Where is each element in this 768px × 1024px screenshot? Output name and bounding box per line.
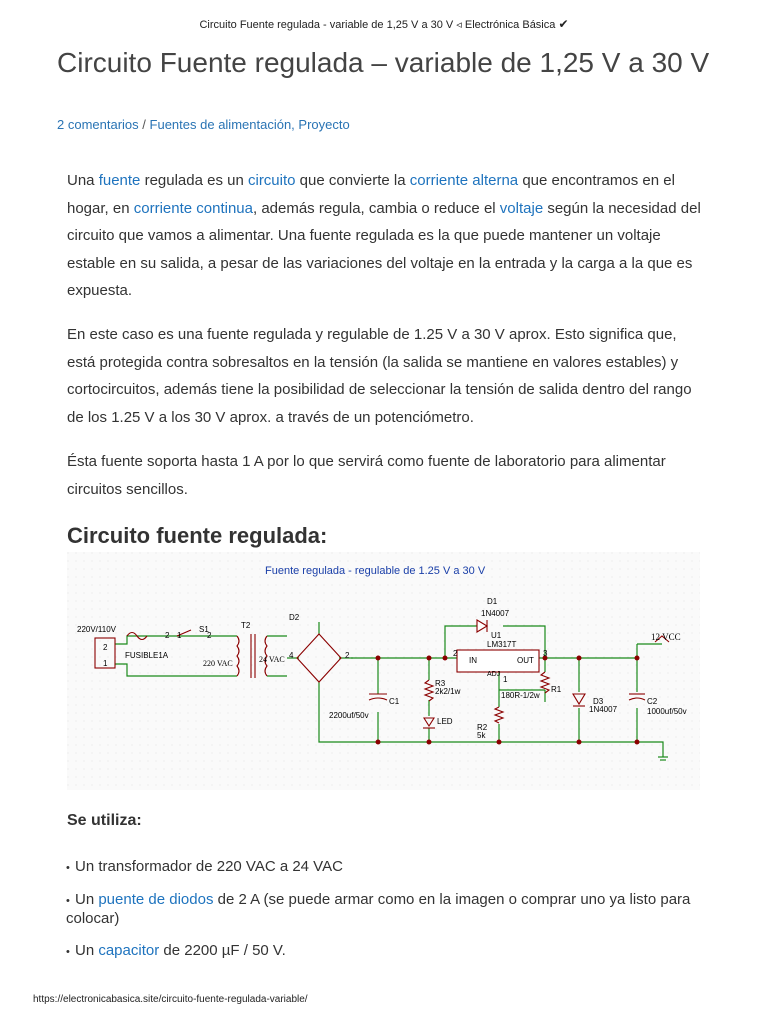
list-text: Un	[75, 942, 99, 959]
led-label: LED	[437, 717, 453, 726]
link-capacitor[interactable]: capacitor	[98, 942, 160, 959]
comments-link[interactable]: 2 comentarios	[57, 117, 139, 132]
category-link-power[interactable]: Fuentes de alimentación,	[149, 117, 295, 132]
footer-url: https://electronicabasica.site/circuito-fuente-regulada-variable/	[33, 994, 308, 1005]
node-2b: 2	[207, 631, 212, 640]
text-run: que encontramos en el hogar, en	[67, 172, 675, 217]
r2-value: 5k	[477, 731, 486, 740]
bullet-icon: •	[66, 946, 70, 958]
list-text: Un	[75, 891, 99, 908]
list-text: de 2 A (se puede armar como en la imagen o comprar uno ya listo para colocar)	[66, 891, 691, 927]
print-header-text: Circuito Fuente regulada - variable de 1,25 V a 30 V ◃ Electrónica Básica	[199, 19, 556, 31]
r2-label: R2	[477, 723, 488, 732]
c2-value: 1000uf/50v	[647, 707, 687, 716]
list-item-capacitor	[66, 942, 706, 961]
u1-label: U1	[491, 631, 502, 640]
schematic-title: Fuente regulada - regulable de 1.25 V a 30 V	[265, 565, 486, 577]
fuse-label: FUSIBLE1A	[125, 651, 169, 660]
link-circuito[interactable]: circuito	[247, 172, 296, 189]
d1-label: D1	[487, 597, 498, 606]
section-heading: Circuito fuente regulada:	[67, 523, 328, 548]
r1-label: R1	[551, 685, 562, 694]
mains-label: 220V/110V	[77, 625, 116, 634]
link-puente-de-diodos[interactable]: puente de diodos	[98, 891, 214, 908]
checkmark-icon: ✔	[558, 17, 569, 31]
list-text: Un transformador de 220 VAC a 24 VAC	[75, 858, 343, 875]
post-meta	[57, 117, 350, 132]
r3-label: R3	[435, 679, 446, 688]
list-item-transformer	[66, 858, 706, 877]
adj-pin: ADJ	[487, 671, 501, 678]
s1-label: S1	[199, 625, 209, 634]
text-run: según la necesidad del circuito que vamos a alimentar. Una fuente regulada es la que puede mantener un voltaje estable en su salida, a pesar de las variaciones del voltaje en la entrada y la carga a la que es expuesta.	[67, 199, 701, 299]
out-pin: OUT	[517, 656, 534, 665]
bullet-icon: •	[66, 862, 70, 874]
category-link-project[interactable]: Proyecto	[298, 117, 350, 132]
t2-label: T2	[241, 621, 251, 630]
d2-label: D2	[289, 613, 300, 622]
vac220-label: 220 VAC	[203, 659, 233, 668]
u1-value: LM317T	[487, 640, 517, 649]
uses-heading: Se utiliza:	[67, 812, 142, 829]
link-corriente-continua[interactable]: corriente continua	[133, 199, 253, 217]
capacity-paragraph: Ésta fuente soporta hasta 1 A por lo que servirá como fuente de laboratorio para alimentar circuitos sencillos.	[67, 453, 666, 498]
list-item-bridge	[66, 891, 706, 927]
text-run: Una	[67, 172, 99, 189]
d3-label: D3	[593, 697, 604, 706]
list-text: de 2200 µF / 50 V.	[159, 942, 286, 959]
text-run: , además regula, cambia o reduce el	[252, 199, 500, 217]
text-run: que convierte la	[295, 172, 410, 189]
node-2c: 2	[345, 651, 350, 660]
link-voltaje[interactable]: voltaje	[499, 199, 544, 217]
meta-separator: /	[142, 117, 146, 132]
node-4: 4	[289, 651, 294, 660]
r3-value: 2k2/1w	[435, 687, 461, 696]
r1-value: 180R-1/2w	[501, 691, 540, 700]
circuit-schematic	[67, 552, 700, 790]
node-2d: 2	[453, 649, 458, 658]
pin-2-label: 2	[103, 643, 108, 652]
node-2a: 2	[165, 631, 170, 640]
intro-paragraph	[67, 167, 707, 305]
c2-label: C2	[647, 697, 658, 706]
pin-1-label: 1	[103, 659, 108, 668]
vcc-label: 12 VCC	[651, 632, 681, 642]
print-header	[0, 17, 768, 31]
c1-value: 2200uf/50v	[329, 711, 369, 720]
vac24-label: 24 VAC	[259, 655, 285, 664]
c1-label: C1	[389, 697, 400, 706]
text-run: regulada es un	[140, 172, 248, 189]
node-1b: 1	[503, 675, 508, 684]
link-fuente[interactable]: fuente	[98, 172, 141, 189]
bullet-icon: •	[66, 895, 70, 907]
node-3: 3	[543, 649, 548, 658]
page-title: Circuito Fuente regulada – variable de 1,25 V a 30 V	[57, 47, 710, 78]
d1-value: 1N4007	[481, 609, 510, 618]
link-corriente-alterna[interactable]: corriente alterna	[409, 172, 519, 189]
d3-value: 1N4007	[589, 705, 618, 714]
node-1a: 1	[177, 631, 182, 640]
schematic-svg	[67, 552, 700, 790]
description-paragraph: En este caso es una fuente regulada y regulable de 1.25 V a 30 V aprox. Esto significa que, está protegida contra sobresaltos en la tensión (la salida se mantiene en valores estables) y cortocircuitos, además tiene la posibilidad de seleccionar la tensión de salida dentro del rango de los 1.25 V a los 30 V aprox. a través de un potenciómetro.	[67, 326, 692, 426]
in-pin: IN	[469, 656, 477, 665]
